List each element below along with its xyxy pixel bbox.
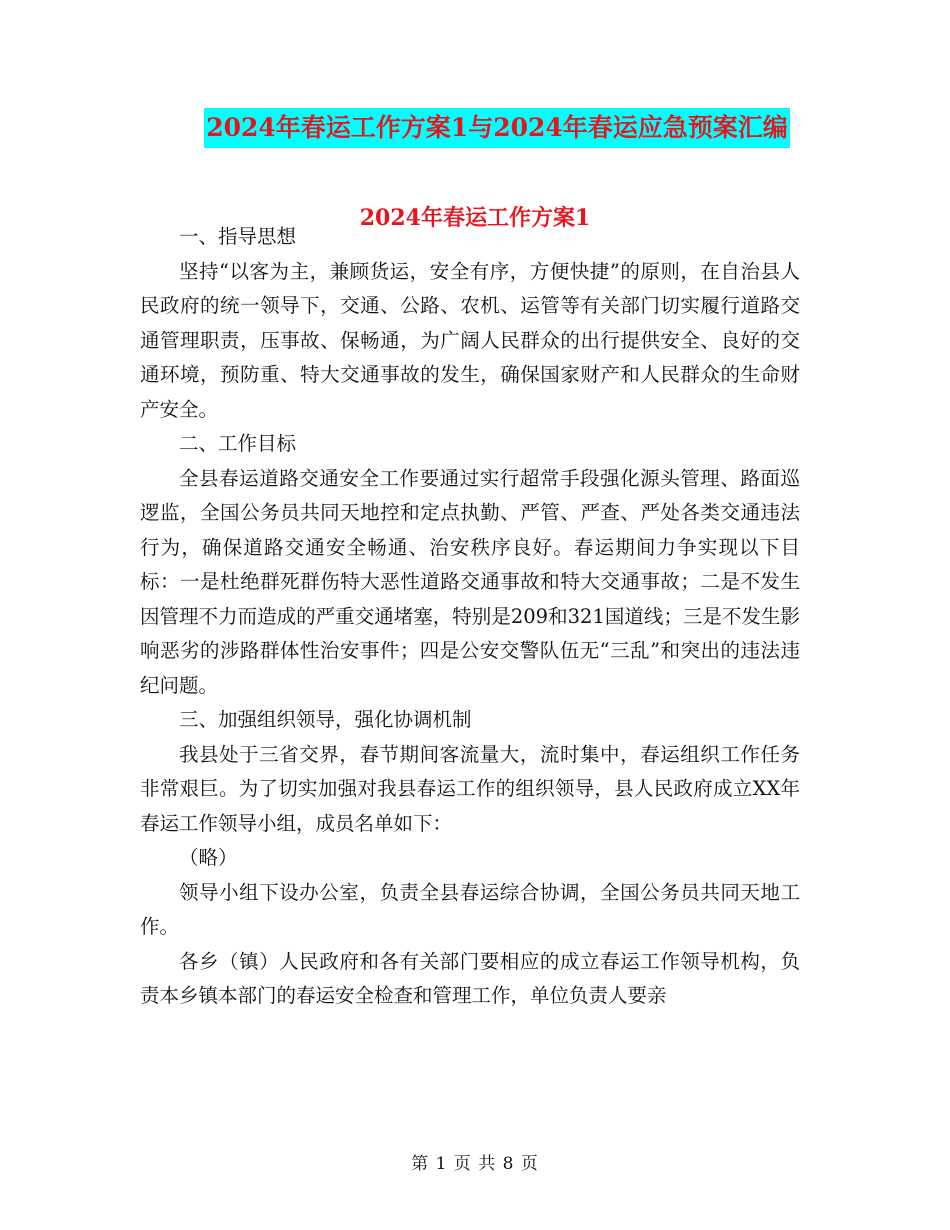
body-paragraph: 坚持“以客为主，兼顾货运，安全有序，方便快捷”的原则，在自治县人民政府的统一领导下，交通、公路、农机、运管等有关部门切实履行道路交通管理职责，压事故、保畅通，为广阔人民群众的出行提供安全、良好的交通环境，预防重、特大交通事故的发生，确保国家财产和人民群众的生命财产安全。 [140, 259, 800, 421]
page-footer: 第 1 页 共 8 页 [411, 1154, 539, 1174]
body-paragraph: 全县春运道路交通安全工作要通过实行超常手段强化源头管理、路面巡逻监，全国公务员共同天地控和定点执勤、严管、严查、严处各类交通违法行为，确保道路交通安全畅通、治安秩序良好。春运期间力争实现以下目标：一是杜绝群死群伤特大恶性道路交通事故和特大交通事故；二是不发生因管理不力而造成的严重交通堵塞，特别是209和321国道线；三是不发生影响恶劣的涉路群体性治安事件；四是公安交警队伍无“三乱”和突出的违法违纪问题。 [140, 466, 800, 697]
body-paragraph: 我县处于三省交界，春节期间客流量大，流时集中，春运组织工作任务非常艰巨。为了切实加强对我县春运工作的组织领导，县人民政府成立XX年春运工作领导小组，成员名单如下： [140, 742, 800, 835]
main-title-container [0, 108, 950, 148]
body-paragraph: 领导小组下设办公室，负责全县春运综合协调，全国公务员共同天地工作。 [140, 880, 800, 938]
main-title: 2024年春运工作方案1与2024年春运应急预案汇编 [204, 108, 790, 148]
section-heading: 一、指导思想 [179, 225, 297, 248]
body-paragraph: 各乡（镇）人民政府和各有关部门要相应的成立春运工作领导机构，负责本乡镇本部门的春运安全检查和管理工作，单位负责人要亲 [140, 949, 800, 1007]
document-body [140, 220, 800, 1014]
section-heading: （略） [179, 846, 238, 869]
section-heading: 二、工作目标 [179, 432, 297, 455]
section-heading: 三、加强组织领导，强化协调机制 [179, 708, 472, 731]
section-title: 2024年春运工作方案1 [359, 205, 591, 231]
